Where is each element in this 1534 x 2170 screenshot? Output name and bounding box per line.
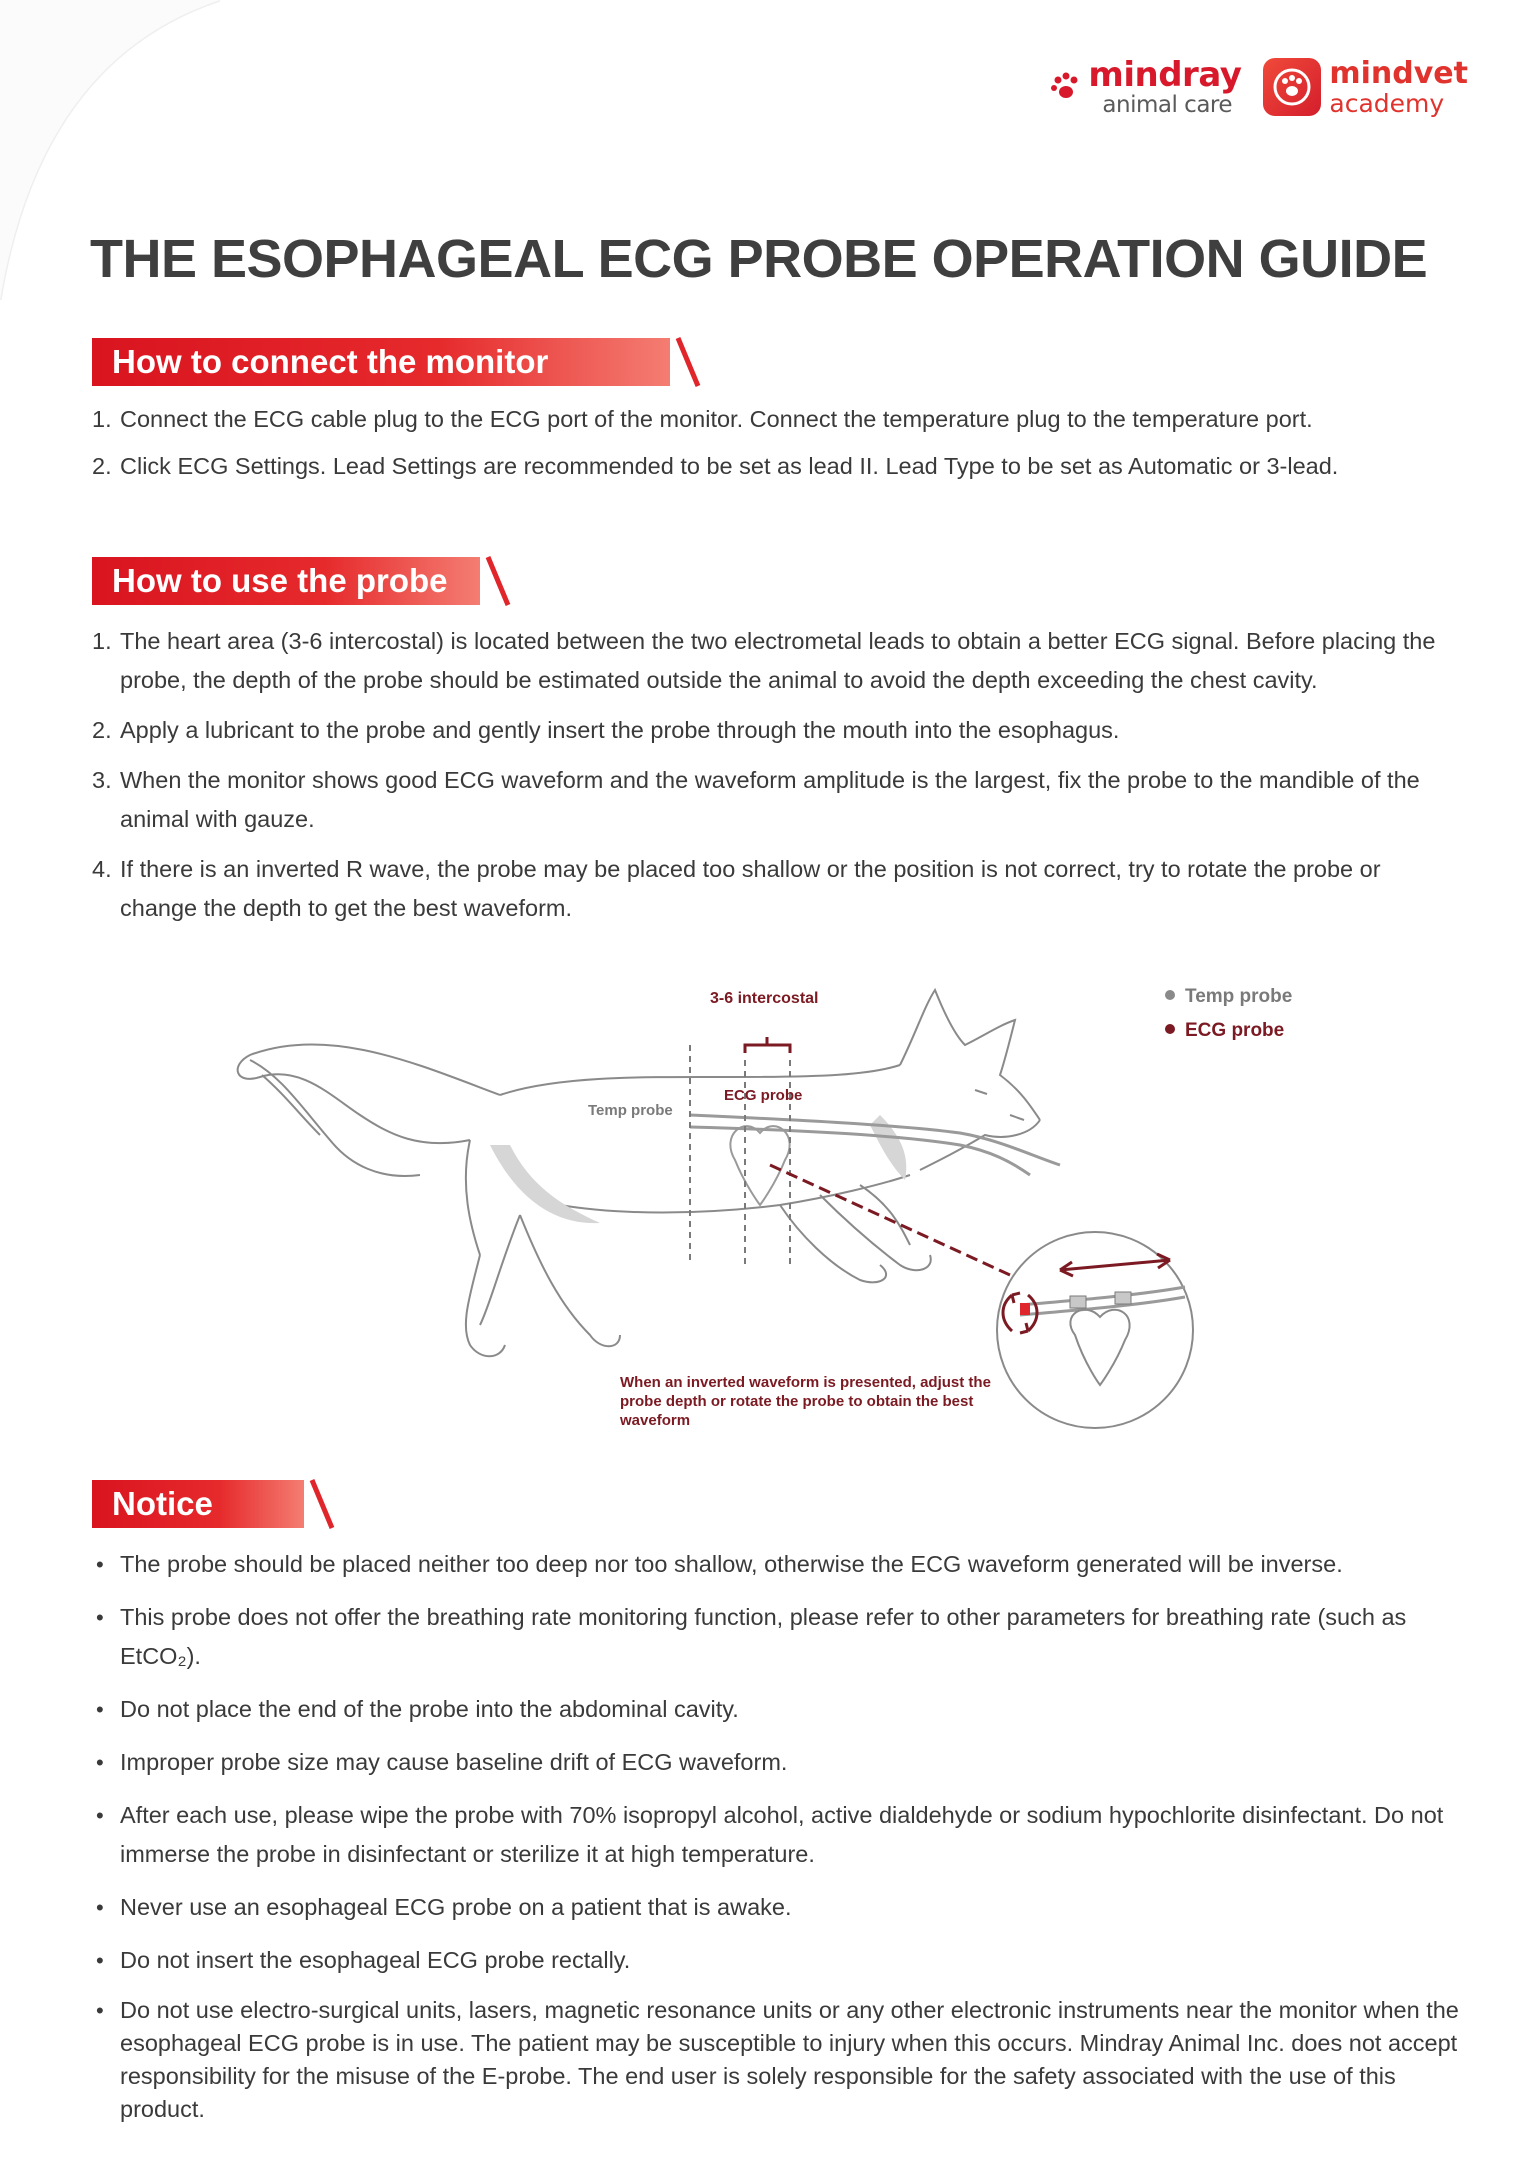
list-item: 1. Connect the ECG cable plug to the ECG port of the monitor. Connect the temperature plug to the temperature port. [92,406,1313,432]
mindray-logo [1048,55,1242,118]
probe-placement-diagram [0,965,1534,1475]
legend-ecg-label: ECG probe [1185,1020,1285,1041]
legend-temp-label: Temp probe [1185,986,1293,1007]
dog-illustration [238,990,1040,1356]
mindvet-academy-logo [1263,55,1468,118]
academy-wordmark: academy [1329,88,1445,118]
list-item: 4. If there is an inverted R wave, the probe may be placed too shallow or the position is not correct, try to rotate the probe or change the depth to get the best waveform. [92,856,1381,921]
legend-dot-temp [1165,990,1175,1000]
list-item: • Do not place the end of the probe into the abdominal cavity. [96,1696,739,1722]
slash-decoration [674,332,704,392]
page-title: THE ESOPHAGEAL ECG PROBE OPERATION GUIDE [90,229,1428,289]
list-item: 2. Apply a lubricant to the probe and gently insert the probe through the mouth into the esophagus. [92,717,1120,743]
section-heading-notice: Notice [92,1480,304,1528]
figure-caption-line: probe depth or rotate the probe to obtain the best [620,1393,974,1410]
figure-caption-line: When an inverted waveform is presented, adjust the [620,1374,991,1391]
list-item: • This probe does not offer the breathing rate monitoring function, please refer to other parameters for breathing rate (such as EtCO₂). [96,1604,1407,1669]
mindray-wordmark: mindray [1088,55,1242,95]
list-item: 3. When the monitor shows good ECG waveform and the waveform amplitude is the largest, fix the probe to the mandible of the animal with gauze. [92,767,1420,832]
mindvet-wordmark: mindvet [1329,55,1468,91]
section-heading-connect: How to connect the monitor [92,338,670,386]
notice-list [92,1545,1462,2126]
temp-probe-label: Temp probe [588,1102,673,1119]
heart-icon [730,1126,789,1205]
figure-caption-line: waveform [620,1412,691,1429]
list-item: • After each use, please wipe the probe with 70% isopropyl alcohol, active dialdehyde or sodium hypochlorite disinfectant. Do not immerse the probe in disinfectant or sterilize it at high temperature. [96,1802,1444,1867]
slash-decoration [308,1474,338,1534]
list-item: • Improper probe size may cause baseline drift of ECG waveform. [96,1749,788,1775]
list-item: 2. Click ECG Settings. Lead Settings are recommended to be set as lead II. Lead Type to be set as Automatic or 3-lead. [92,453,1339,479]
section-heading-use: How to use the probe [92,557,480,605]
mindvet-badge-icon [1263,58,1321,116]
intercostal-label: 3-6 intercostal [710,990,819,1007]
ecg-probe-label: ECG probe [724,1087,803,1104]
list-item: • Do not use electro-surgical units, lasers, magnetic resonance units or any other electronic instruments near the monitor when the esophageal ECG probe is in use. The patient may be susceptible to injury when this occurs. Mindray Animal Inc. does not accept responsibility for the misuse of the E-probe. The end user is solely responsible for the safety associated with the use of this product. [96,1997,1459,2122]
connect-steps-list [92,400,1462,486]
slash-decoration [484,551,514,611]
list-item: • The probe should be placed neither too deep nor too shallow, otherwise the ECG waveform generated will be inverse. [96,1551,1343,1577]
legend-dot-ecg [1165,1024,1175,1034]
animal-care-wordmark: animal care [1102,92,1233,118]
logo-bar [1048,55,1468,118]
list-item: 1. The heart area (3-6 intercostal) is located between the two electrometal leads to obtain a better ECG signal. Before placing the probe, the depth of the probe should be estimated outside the animal to avoid the depth exceeding the chest cavity. [92,628,1436,693]
list-item: • Never use an esophageal ECG probe on a patient that is awake. [96,1894,792,1920]
list-item: • Do not insert the esophageal ECG probe rectally. [96,1947,631,1973]
use-steps-list [92,622,1462,928]
paw-icon [1048,70,1084,106]
